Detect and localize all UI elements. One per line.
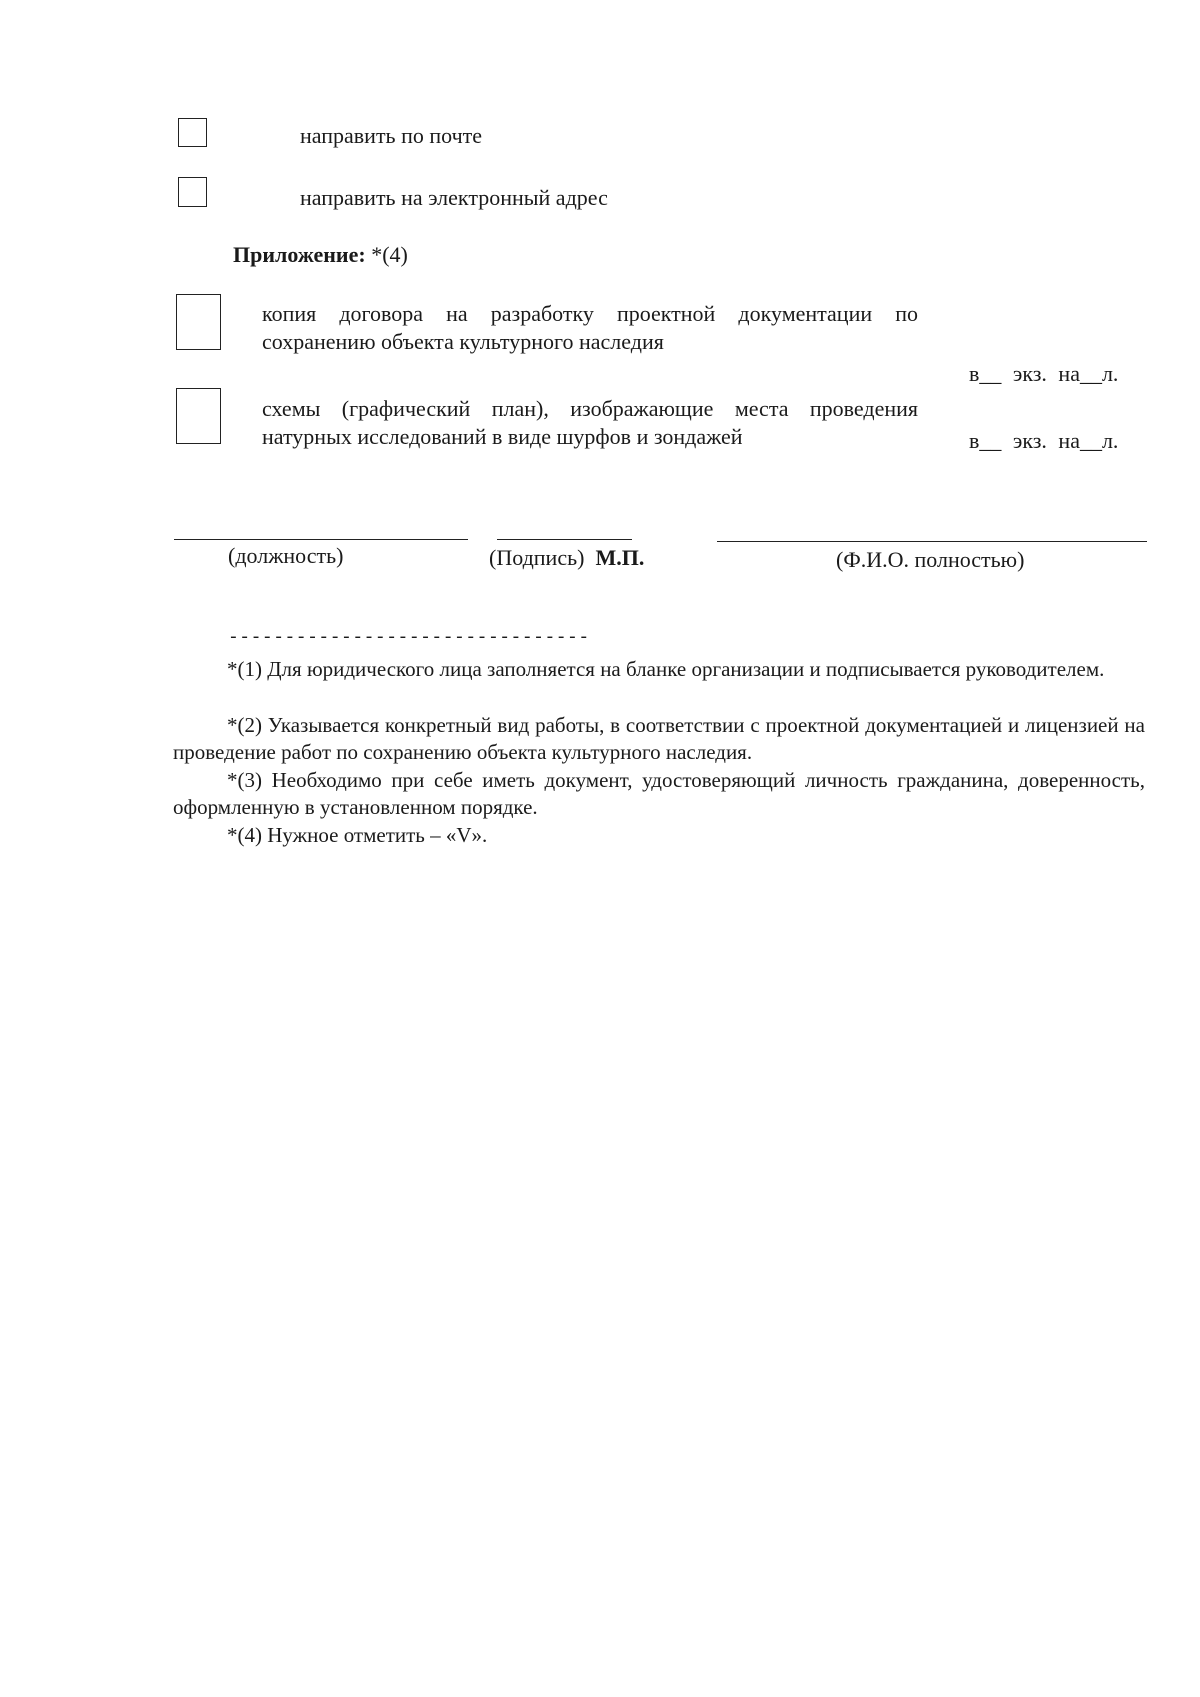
attachments-heading-label: Приложение: [233,242,366,267]
position-label: (должность) [228,543,344,568]
sign-signature-line [497,539,632,540]
option-by-mail-label: направить по почте [300,123,483,148]
attachment-schemes-line1: схемы (графический план), изображающие места проведения [262,396,918,421]
footnote-2: *(2) Указывается конкретный вид работы, в соответствии с проектной документацией и лицензией на проведение работ по сохранению объекта культурного наследия. [173,713,1145,764]
footnote-3: *(3) Необходимо при себе иметь документ, удостоверяющий личность гражданина, доверенность, оформленную в установленном порядке. [173,768,1145,819]
checkbox-attachment-contract[interactable] [176,294,221,350]
attachment-contract-line1: копия договора на разработку проектной документации по [262,301,918,326]
attachment-schemes-line2: натурных исследований в виде шурфов и зондажей [262,424,743,449]
attachment-contract-line2: сохранению объекта культурного наследия [262,329,664,354]
stamp-label: М.П. [595,545,645,570]
sign-label-text: (Подпись) [489,545,585,570]
checkbox-attachment-schemes[interactable] [176,388,221,444]
full-name-label: (Ф.И.О. полностью) [836,547,1025,572]
attachment-contract-text [262,300,918,327]
attachment-schemes-text [262,395,918,422]
attachments-heading [233,242,408,268]
footnote-1: *(1) Для юридического лица заполняется на бланке организации и подписывается руководителем. [227,657,1105,681]
attachment-contract-copies: в__ экз. на__л. [969,361,1119,386]
position-signature-line [174,539,468,540]
attachments-heading-footnote: *(4) [365,242,408,267]
footnote-4: *(4) Нужное отметить – «V». [227,823,488,847]
checkbox-by-email[interactable] [178,177,207,207]
checkbox-by-mail[interactable] [178,118,207,147]
name-signature-line [717,541,1147,542]
option-by-email-label: направить на электронный адрес [300,185,608,210]
footnote-separator: -------------------------------- [228,628,590,648]
sign-label [489,545,644,571]
attachment-schemes-copies: в__ экз. на__л. [969,428,1119,453]
